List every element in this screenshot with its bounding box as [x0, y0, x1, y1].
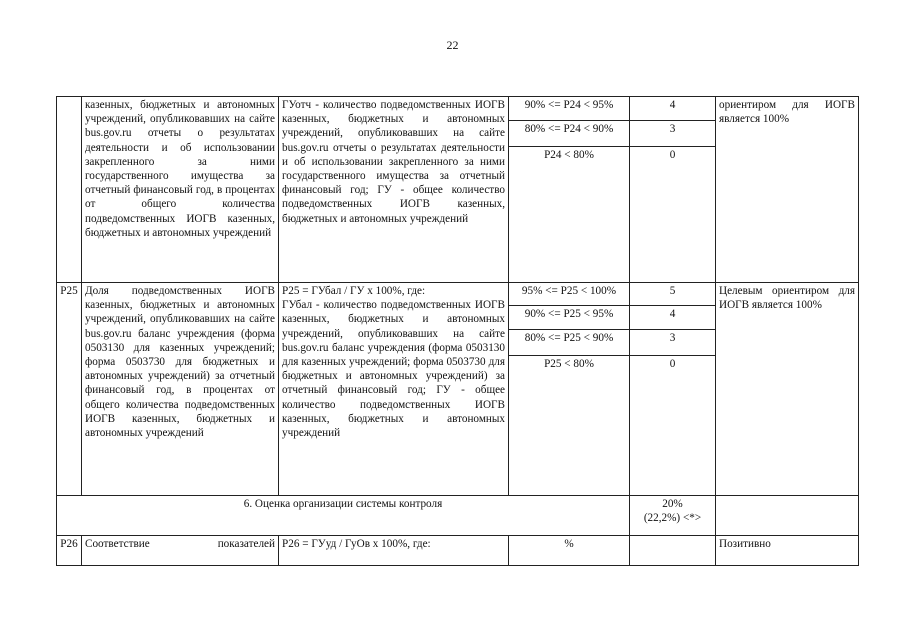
formula-text: ГУбал - количество подведомственных ИОГВ казенных, бюджетных и автономных учреждений, опубликовавших на сайте bus.gov.ru баланс учреждения (форма 0503130 для казенных учреждений; форма 0503730 для бюджетных и автономных учреждений) за отчетный финансовый год; ГУ - общее количество подведомственных ИОГВ казенных, бюджетных и автономных учреждений [282, 299, 505, 440]
criteria-table [56, 96, 859, 566]
section-weight-adjusted: (22,2%) <*> [643, 512, 702, 525]
score-cell: 4 [630, 97, 716, 121]
score-cell: 4 [630, 306, 716, 330]
code-cell: P26 [57, 536, 82, 566]
indicator-cell: Доля подведомственных ИОГВ казенных, бюджетных и автономных учреждений, опубликовавших на сайте bus.gov.ru баланс учреждения (форма 0503130 для казенных учреждений; форма 0503730 для бюджетных и автономных учреждений) за отчетный финансовый год, в процентах от общего количества подведомственных ИОГВ казенных, бюджетных и автономных учреждений [82, 283, 279, 496]
note-cell [716, 496, 859, 536]
score-cell: 0 [630, 147, 716, 283]
formula-cell [279, 97, 509, 283]
page-number: 22 [446, 38, 459, 52]
range-cell: P25 < 80% [509, 356, 630, 496]
table-row-p26 [57, 536, 859, 566]
section-weight [630, 496, 716, 536]
range-cell: 90% <= P24 < 95% [509, 97, 630, 121]
code-cell: P25 [57, 283, 82, 496]
note-cell: ориентиром для ИОГВ является 100% [716, 97, 859, 283]
section-title: 6. Оценка организации системы контроля [57, 496, 630, 536]
code-cell [57, 97, 82, 283]
indicator-text: казенных, бюджетных и автономных учреждений, опубликовавших на сайте bus.gov.ru отчеты о результатах деятельности и об использовании закрепленного за ними государственного имущества за отчетный финансовый год, в процентах от общего количества подведомственных ИОГВ казенных, бюджетных и автономных учреждений [85, 99, 275, 239]
indicator-cell: Соответствие показателей [82, 536, 279, 566]
score-cell: 5 [630, 283, 716, 306]
section-weight-value: 20% [662, 498, 683, 510]
score-cell: 0 [630, 356, 716, 496]
table-row-p24 [57, 97, 859, 121]
formula-text: ГУотч - количество подведомственных ИОГВ казенных, бюджетных и автономных учреждений, опубликовавших на сайте bus.gov.ru отчеты о результатах деятельности и об использовании закрепленного за ними государственного имущества за отчетный финансовый год; ГУ - общее количество подведомственных ИОГВ казенных, бюджетных и автономных учреждений [282, 99, 505, 225]
range-cell: 80% <= P24 < 90% [509, 121, 630, 147]
formula-head: P25 = ГУбал / ГУ x 100%, где: [282, 285, 426, 297]
range-cell: P24 < 80% [509, 147, 630, 283]
formula-cell [279, 283, 509, 496]
indicator-cell [82, 97, 279, 283]
unit-cell: % [509, 536, 630, 566]
note-cell: Позитивно [716, 536, 859, 566]
range-cell: 80% <= P25 < 90% [509, 330, 630, 356]
score-cell [630, 536, 716, 566]
note-cell: Целевым ориентиром для ИОГВ является 100% [716, 283, 859, 496]
score-cell: 3 [630, 121, 716, 147]
score-cell: 3 [630, 330, 716, 356]
range-cell: 95% <= P25 < 100% [509, 283, 630, 306]
range-cell: 90% <= P25 < 95% [509, 306, 630, 330]
section-row [57, 496, 859, 536]
formula-cell: P26 = ГУуд / ГуОв x 100%, где: [279, 536, 509, 566]
table-row-p25 [57, 283, 859, 306]
